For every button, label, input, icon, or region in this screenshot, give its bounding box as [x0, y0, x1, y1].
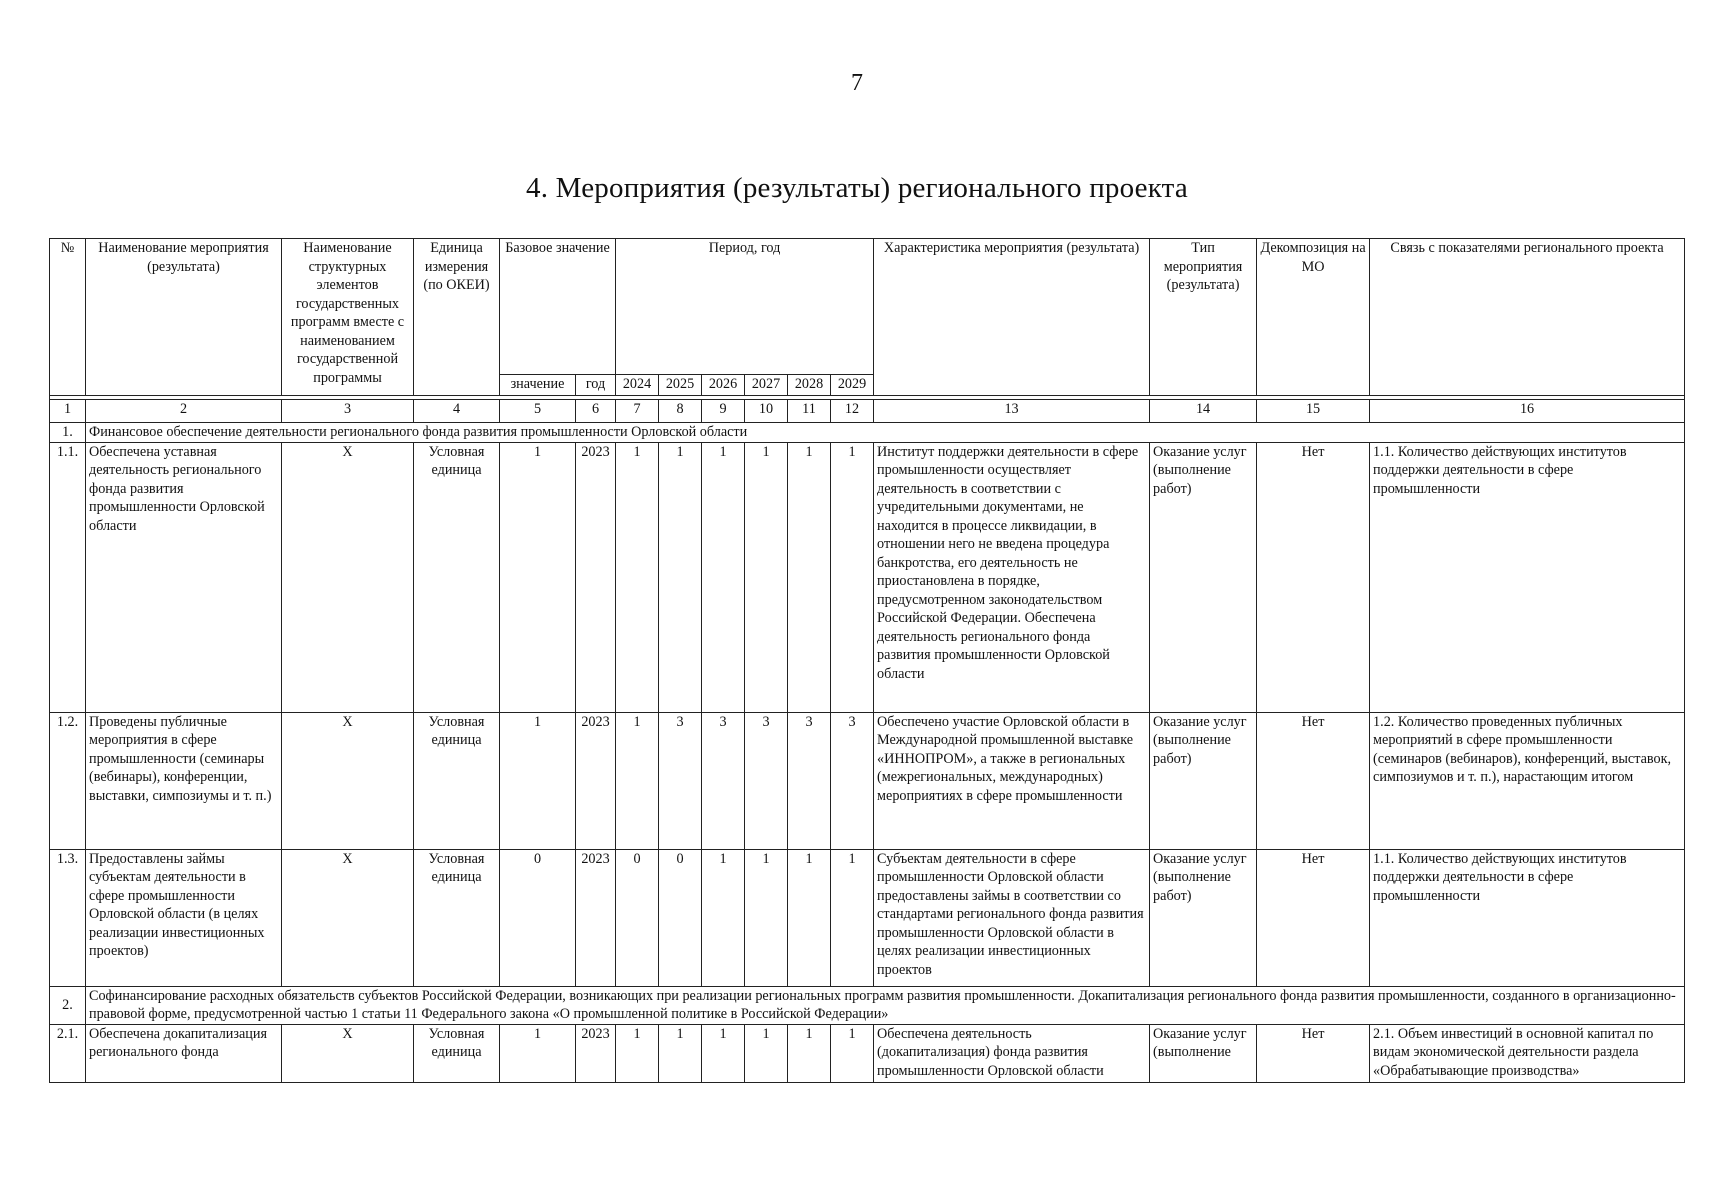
section-title-cell: Финансовое обеспечение деятельности регионального фонда развития промышленности Орловской области — [86, 423, 1685, 443]
column-number: 8 — [659, 400, 702, 423]
decomposition: Нет — [1257, 1024, 1370, 1082]
year-value: 0 — [616, 849, 659, 986]
result-name: Предоставлены займы субъектам деятельности в сфере промышленности Орловской области (в целях реализации инвестиционных проектов) — [86, 849, 282, 986]
year-value: 1 — [831, 849, 874, 986]
year-value: 0 — [659, 849, 702, 986]
year-value: 1 — [831, 1024, 874, 1082]
base-value: 0 — [500, 849, 576, 986]
structural-element: Х — [282, 849, 414, 986]
base-value: 1 — [500, 712, 576, 849]
year-value: 1 — [745, 1024, 788, 1082]
characteristic: Обеспечена деятельность (докапитализация) фонда развития промышленности Орловской области — [874, 1024, 1150, 1082]
unit: Условная единица — [414, 849, 500, 986]
table-row — [50, 1024, 1685, 1082]
table-header-row — [50, 239, 1685, 375]
base-year: 2023 — [576, 849, 616, 986]
column-number: 5 — [500, 400, 576, 423]
header-year: 2026 — [702, 375, 745, 396]
header-period: Период, год — [616, 239, 874, 375]
year-value: 1 — [616, 442, 659, 712]
column-number: 11 — [788, 400, 831, 423]
year-value: 3 — [831, 712, 874, 849]
column-number: 2 — [86, 400, 282, 423]
column-number: 1 — [50, 400, 86, 423]
characteristic: Субъектам деятельности в сфере промышленности Орловской области предоставлены займы в соответствии со стандартами регионального фонда развития промышленности Орловской области в целях реализации инвестиционных проектов — [874, 849, 1150, 986]
section-row — [50, 986, 1685, 1024]
unit: Условная единица — [414, 712, 500, 849]
indicator-link: 2.1. Объем инвестиций в основной капитал по видам экономической деятельности раздела «Обрабатывающие производства» — [1370, 1024, 1685, 1082]
column-number: 3 — [282, 400, 414, 423]
row-number: 2.1. — [50, 1024, 86, 1082]
header-characteristic: Характеристика мероприятия (результата) — [874, 239, 1150, 396]
year-value: 3 — [702, 712, 745, 849]
base-year: 2023 — [576, 1024, 616, 1082]
section-number: 2. — [50, 986, 86, 1024]
table-row — [50, 442, 1685, 712]
table-row — [50, 712, 1685, 849]
decomposition: Нет — [1257, 442, 1370, 712]
header-base: Базовое значение — [500, 239, 616, 375]
base-year: 2023 — [576, 712, 616, 849]
header-year: 2028 — [788, 375, 831, 396]
column-number: 7 — [616, 400, 659, 423]
column-number: 16 — [1370, 400, 1685, 423]
base-value: 1 — [500, 442, 576, 712]
section-row — [50, 423, 1685, 443]
year-value: 1 — [616, 712, 659, 849]
structural-element: Х — [282, 442, 414, 712]
page-number: 7 — [851, 70, 863, 96]
unit: Условная единица — [414, 442, 500, 712]
structural-element: Х — [282, 712, 414, 849]
header-name: Наименование мероприятия (результата) — [86, 239, 282, 396]
year-value: 1 — [831, 442, 874, 712]
year-value: 3 — [659, 712, 702, 849]
header-year: 2027 — [745, 375, 788, 396]
base-year: 2023 — [576, 442, 616, 712]
section-number: 1. — [50, 423, 86, 443]
section-title-cell: Софинансирование расходных обязательств субъектов Российской Федерации, возникающих при реализации региональных программ развития промышленности. Докапитализация регионального фонда развития промышленности, созданного в организационно-правовой форме, предусмотренной частью 1 статьи 11 Федерального закона «О промышленной политике в Российской Федерации» — [86, 986, 1685, 1024]
header-year: 2025 — [659, 375, 702, 396]
column-number: 12 — [831, 400, 874, 423]
indicator-link: 1.2. Количество проведенных публичных мероприятий в сфере промышленности (семинаров (вебинаров), конференций, выставок, симпозиумов и т. п.), нарастающим итогом — [1370, 712, 1685, 849]
year-value: 1 — [659, 1024, 702, 1082]
year-value: 1 — [745, 849, 788, 986]
result-type: Оказание услуг (выполнение — [1150, 1024, 1257, 1082]
result-type: Оказание услуг (выполнение работ) — [1150, 849, 1257, 986]
year-value: 1 — [745, 442, 788, 712]
result-type: Оказание услуг (выполнение работ) — [1150, 442, 1257, 712]
row-number: 1.2. — [50, 712, 86, 849]
header-num: № — [50, 239, 86, 396]
characteristic: Институт поддержки деятельности в сфере промышленности осуществляет деятельность в соответствии с учредительными документами, не находится в процессе ликвидации, в отношении него не введена процедура банкротства, его деятельность не приостановлена в порядке, предусмотренном законодательством Российской Федерации. Обеспечена деятельность регионального фонда развития промышленности Орловской области — [874, 442, 1150, 712]
header-year: 2029 — [831, 375, 874, 396]
result-name: Обеспечена докапитализация регионального фонда — [86, 1024, 282, 1082]
column-number: 13 — [874, 400, 1150, 423]
unit: Условная единица — [414, 1024, 500, 1082]
header-link: Связь с показателями регионального проекта — [1370, 239, 1685, 396]
column-number: 4 — [414, 400, 500, 423]
decomposition: Нет — [1257, 712, 1370, 849]
result-name: Обеспечена уставная деятельность регионального фонда развития промышленности Орловской области — [86, 442, 282, 712]
year-value: 1 — [659, 442, 702, 712]
year-value: 3 — [788, 712, 831, 849]
year-value: 1 — [616, 1024, 659, 1082]
structural-element: Х — [282, 1024, 414, 1082]
column-number: 10 — [745, 400, 788, 423]
column-number-row — [50, 400, 1685, 423]
header-unit: Единица измерения (по ОКЕИ) — [414, 239, 500, 396]
section-title: 4. Мероприятия (результаты) регионального проекта — [526, 172, 1188, 204]
column-number: 14 — [1150, 400, 1257, 423]
results-table — [49, 238, 1685, 1083]
header-decomposition: Декомпозиция на МО — [1257, 239, 1370, 396]
header-base-value: значение — [500, 375, 576, 396]
header-year: 2024 — [616, 375, 659, 396]
row-number: 1.1. — [50, 442, 86, 712]
header-base-year: год — [576, 375, 616, 396]
row-number: 1.3. — [50, 849, 86, 986]
column-number: 15 — [1257, 400, 1370, 423]
column-number: 9 — [702, 400, 745, 423]
column-number: 6 — [576, 400, 616, 423]
year-value: 1 — [702, 442, 745, 712]
year-value: 1 — [788, 1024, 831, 1082]
year-value: 1 — [702, 1024, 745, 1082]
base-value: 1 — [500, 1024, 576, 1082]
result-type: Оказание услуг (выполнение работ) — [1150, 712, 1257, 849]
decomposition: Нет — [1257, 849, 1370, 986]
year-value: 1 — [788, 849, 831, 986]
indicator-link: 1.1. Количество действующих институтов поддержки деятельности в сфере промышленности — [1370, 849, 1685, 986]
year-value: 1 — [702, 849, 745, 986]
header-type: Тип мероприятия (результата) — [1150, 239, 1257, 396]
header-structural: Наименование структурных элементов государственных программ вместе с наименованием государственной программы — [282, 239, 414, 396]
characteristic: Обеспечено участие Орловской области в Международной промышленной выставке «ИННОПРОМ», а также в региональных (межрегиональных, международных) мероприятиях в сфере промышленности — [874, 712, 1150, 849]
table-row — [50, 849, 1685, 986]
result-name: Проведены публичные мероприятия в сфере промышленности (семинары (вебинары), конференции, выставки, симпозиумы и т. п.) — [86, 712, 282, 849]
indicator-link: 1.1. Количество действующих институтов поддержки деятельности в сфере промышленности — [1370, 442, 1685, 712]
year-value: 3 — [745, 712, 788, 849]
year-value: 1 — [788, 442, 831, 712]
